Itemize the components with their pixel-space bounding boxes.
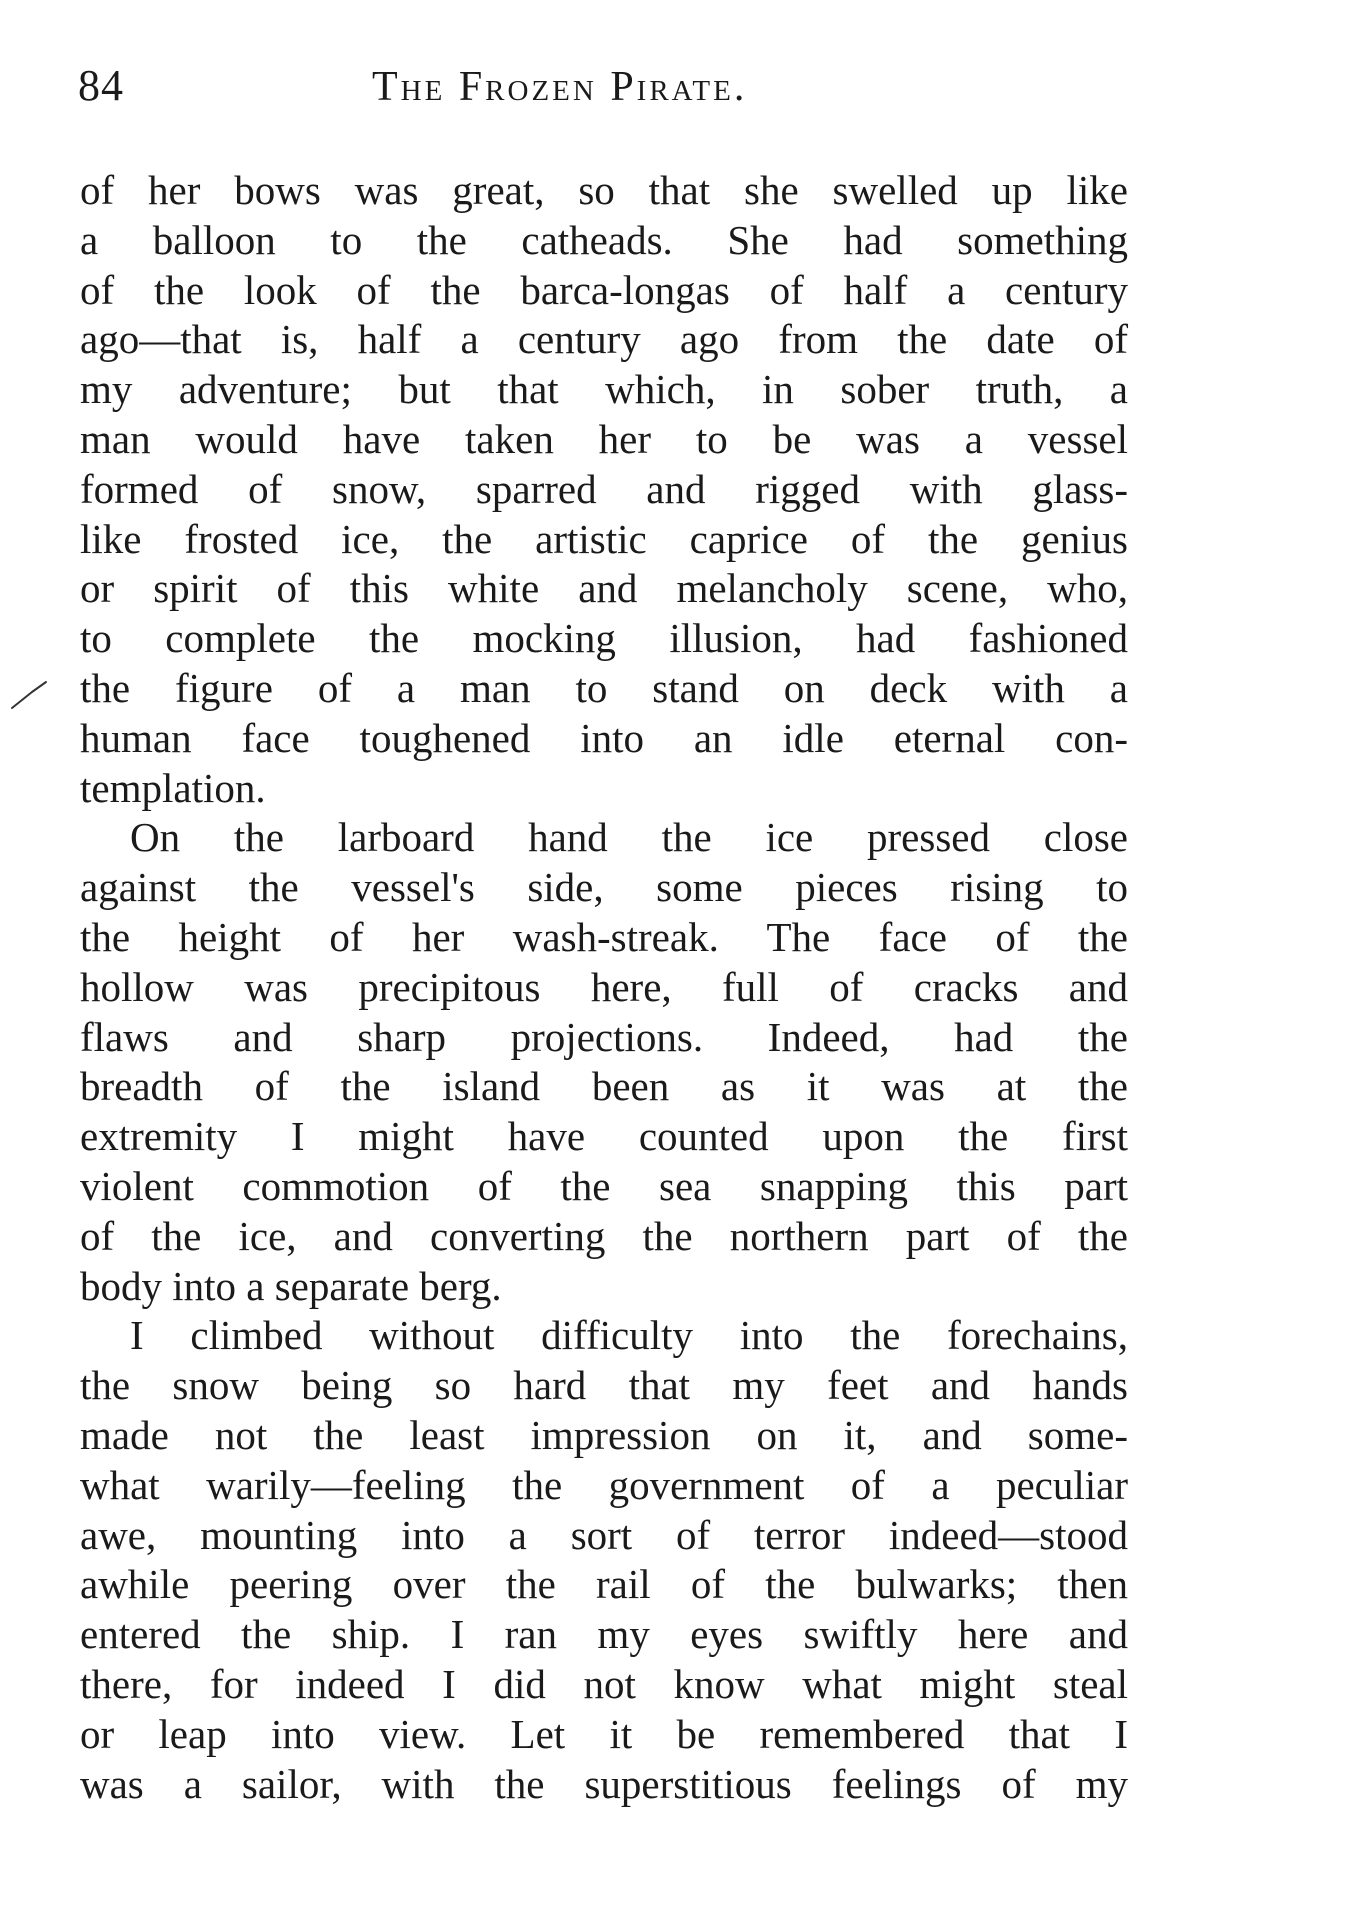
text-line: the snow being so hard that my feet and hands (80, 1362, 1128, 1409)
text-line: or spirit of this white and melancholy scene, who, (80, 565, 1128, 612)
text-line: the height of her wash-streak. The face of the (80, 913, 1128, 960)
margin-pencil-mark (10, 678, 50, 712)
text-line: body into a separate berg. (80, 1262, 502, 1309)
text-line: awhile peering over the rail of the bulwarks; then (80, 1561, 1128, 1608)
text-line: breadth of the island been as it was at the (80, 1063, 1128, 1110)
text-line: there, for indeed I did not know what might steal (80, 1660, 1128, 1707)
text-line: formed of snow, sparred and rigged with glass- (80, 465, 1128, 512)
text-line: I climbed without difficulty into the forechains, (130, 1312, 1128, 1359)
text-line: flaws and sharp projections. Indeed, had the (80, 1013, 1128, 1060)
text-line: made not the least impression on it, and some- (80, 1411, 1128, 1458)
text-line: ago—that is, half a century ago from the date of (80, 316, 1128, 363)
running-title: The Frozen Pirate. (372, 64, 748, 110)
text-line: On the larboard hand the ice pressed close (130, 814, 1128, 861)
text-line: entered the ship. I ran my eyes swiftly here and (80, 1611, 1128, 1658)
text-line: awe, mounting into a sort of terror indeed—stood (80, 1511, 1128, 1558)
body-text (80, 166, 1128, 1809)
text-line: of the ice, and converting the northern part of the (80, 1212, 1128, 1259)
text-line: of her bows was great, so that she swelled up like (80, 167, 1128, 213)
text-line: like frosted ice, the artistic caprice of the genius (80, 515, 1128, 562)
text-line: what warily—feeling the government of a peculiar (80, 1461, 1128, 1508)
text-line: against the vessel's side, some pieces rising to (80, 864, 1128, 911)
text-line: was a sailor, with the superstitious feelings of my (80, 1760, 1128, 1807)
text-line: extremity I might have counted upon the first (80, 1113, 1128, 1160)
text-line: hollow was precipitous here, full of cracks and (80, 963, 1128, 1010)
text-line: a balloon to the catheads. She had something (80, 216, 1128, 263)
text-line: violent commotion of the sea snapping this part (80, 1162, 1128, 1209)
text-line: the figure of a man to stand on deck with a (80, 664, 1128, 711)
text-line: human face toughened into an idle eternal con- (80, 714, 1128, 761)
text-line: to complete the mocking illusion, had fashioned (80, 615, 1128, 662)
text-line: man would have taken her to be was a vessel (80, 415, 1128, 462)
text-line: templation. (80, 764, 266, 811)
text-line: my adventure; but that which, in sober truth, a (80, 366, 1128, 413)
page-number: 84 (78, 61, 124, 110)
text-line: or leap into view. Let it be remembered that I (80, 1710, 1128, 1757)
text-line: of the look of the barca-longas of half a century (80, 266, 1128, 313)
